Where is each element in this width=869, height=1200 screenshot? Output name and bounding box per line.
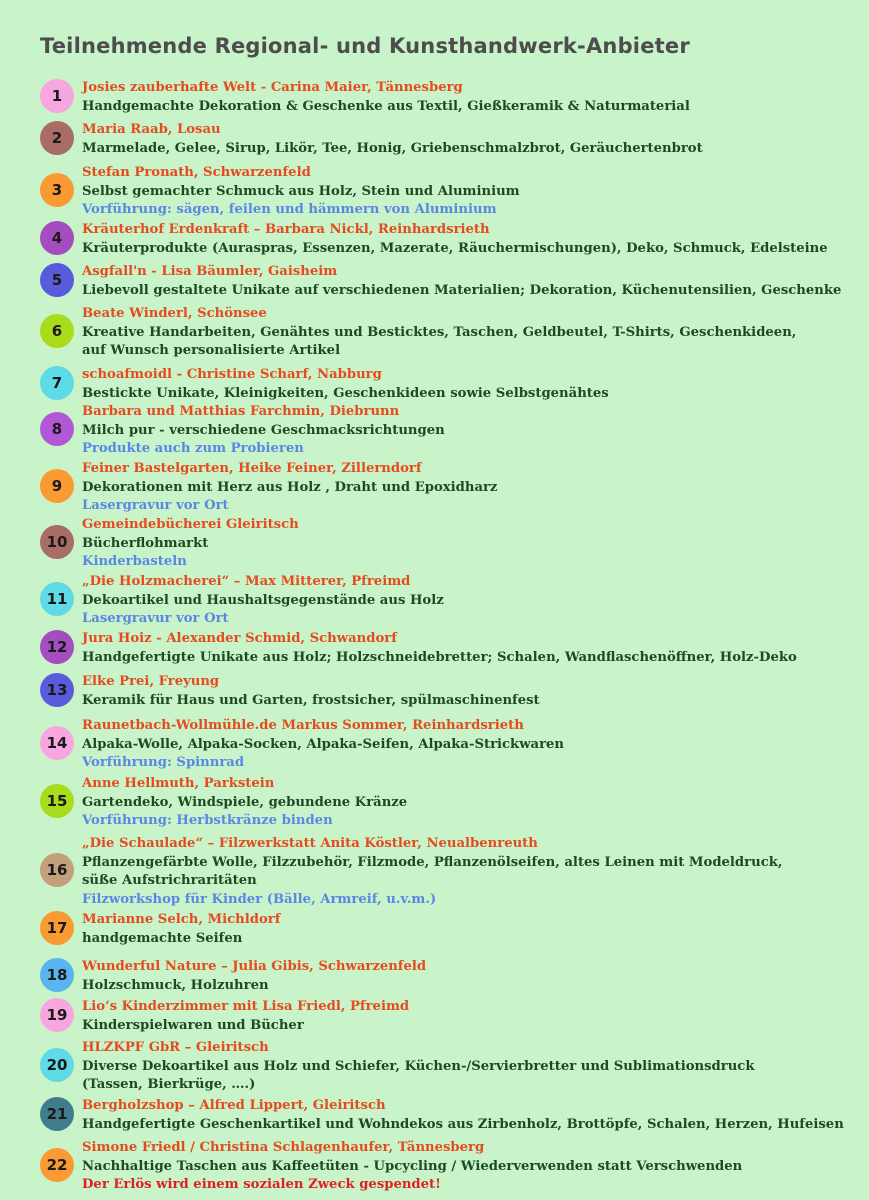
vendor-text: [82, 835, 860, 909]
vendor-activity: Produkte auch zum Probieren: [82, 441, 304, 456]
vendor-description: Nachhaltige Taschen aus Kaffeetüten - Upcycling / Wiederverwenden statt Verschwenden: [82, 1158, 743, 1174]
vendor-description: auf Wunsch personalisierte Artikel: [82, 343, 341, 358]
number-badge: 3: [40, 173, 74, 207]
vendor-text: [82, 79, 860, 116]
number-badge: 11: [40, 582, 74, 616]
vendor-text: [82, 1139, 860, 1195]
vendor-description: süße Aufstrichraritäten: [82, 873, 257, 888]
vendor-description: Dekorationen mit Herz aus Holz , Draht und Epoxidharz: [82, 479, 498, 495]
vendor-text: [82, 775, 860, 831]
vendor-description: Dekoartikel und Haushaltsgegenstände aus Holz: [82, 592, 444, 608]
number-badge: 6: [40, 314, 74, 348]
vendor-activity: Vorführung: Herbstkränze binden: [82, 813, 333, 828]
vendor-description: Handgefertigte Unikate aus Holz; Holzschneidebretter; Schalen, Wandflaschenöffner, Holz-Deko: [82, 649, 797, 665]
vendor-name: Feiner Bastelgarten, Heike Feiner, Zillerndorf: [82, 461, 422, 476]
vendor-description: Selbst gemachter Schmuck aus Holz, Stein und Aluminium: [82, 183, 520, 199]
vendor-description: Liebevoll gestaltete Unikate auf verschiedenen Materialien; Dekoration, Küchenutensilien, Geschenke: [82, 282, 842, 298]
vendor-description: Pflanzengefärbte Wolle, Filzzubehör, Filzmode, Pflanzenölseifen, altes Leinen mit Modeldruck,: [82, 854, 783, 870]
vendor-name: Raunetbach-Wollmühle.de Markus Sommer, Reinhardsrieth: [82, 718, 524, 733]
vendor-name: Bergholzshop – Alfred Lippert, Gleiritsch: [82, 1098, 386, 1113]
vendor-note: Der Erlös wird einem sozialen Zweck gespendet!: [82, 1177, 441, 1192]
vendor-description: Milch pur - verschiedene Geschmacksrichtungen: [82, 422, 445, 438]
vendor-text: [82, 673, 860, 710]
vendor-name: Asgfall'n - Lisa Bäumler, Gaisheim: [82, 264, 338, 279]
vendor-text: [82, 1039, 860, 1095]
vendor-text: [82, 958, 860, 995]
vendor-description: Keramik für Haus und Garten, frostsicher, spülmaschinenfest: [82, 692, 540, 708]
number-badge: 1: [40, 79, 74, 113]
vendor-name: schoafmoidl - Christine Scharf, Nabburg: [82, 367, 382, 382]
vendor-text: [82, 1097, 860, 1134]
number-badge: 12: [40, 630, 74, 664]
number-badge: 14: [40, 726, 74, 760]
vendor-description: Kreative Handarbeiten, Genähtes und Besticktes, Taschen, Geldbeutel, T-Shirts, Geschenkideen,: [82, 324, 797, 340]
vendor-name: Gemeindebücherei Gleiritsch: [82, 517, 299, 532]
vendor-text: [82, 630, 860, 667]
vendor-activity: Lasergravur vor Ort: [82, 611, 229, 626]
vendor-activity: Lasergravur vor Ort: [82, 498, 229, 513]
vendor-activity: Kinderbasteln: [82, 554, 187, 569]
vendor-name: Maria Raab, Losau: [82, 122, 221, 137]
vendor-description: Handgemachte Dekoration & Geschenke aus Textil, Gießkeramik & Naturmaterial: [82, 98, 690, 114]
vendor-description: Bestickte Unikate, Kleinigkeiten, Geschenkideen sowie Selbstgenähtes: [82, 385, 609, 401]
vendor-text: [82, 516, 860, 572]
page-title: Teilnehmende Regional- und Kunsthandwerk-Anbieter: [40, 34, 690, 58]
vendor-name: Josies zauberhafte Welt - Carina Maier, Tännesberg: [82, 80, 463, 95]
vendor-text: [82, 717, 860, 773]
vendor-name: Beate Winderl, Schönsee: [82, 306, 267, 321]
number-badge: 9: [40, 469, 74, 503]
vendor-description: Kräuterprodukte (Auraspras, Essenzen, Mazerate, Räuchermischungen), Deko, Schmuck, Edelsteine: [82, 240, 828, 256]
vendor-name: Anne Hellmuth, Parkstein: [82, 776, 275, 791]
number-badge: 7: [40, 366, 74, 400]
vendor-text: [82, 305, 860, 361]
vendor-name: Lio‘s Kinderzimmer mit Lisa Friedl, Pfreimd: [82, 999, 410, 1014]
number-badge: 20: [40, 1048, 74, 1082]
vendor-name: Jura Hoiz - Alexander Schmid, Schwandorf: [82, 631, 397, 646]
vendor-text: [82, 460, 860, 516]
vendor-activity: Filzworkshop für Kinder (Bälle, Armreif, u.v.m.): [82, 891, 437, 907]
number-badge: 8: [40, 412, 74, 446]
vendor-description: (Tassen, Bierkrüge, ….): [82, 1077, 256, 1092]
vendor-description: Bücherflohmarkt: [82, 535, 209, 551]
vendor-name: „Die Holzmacherei“ – Max Mitterer, Pfreimd: [82, 574, 411, 589]
vendor-text: [82, 403, 860, 459]
vendor-description: Alpaka-Wolle, Alpaka-Socken, Alpaka-Seifen, Alpaka-Strickwaren: [82, 736, 565, 752]
vendor-text: [82, 573, 860, 629]
vendor-name: HLZKPF GbR – Gleiritsch: [82, 1040, 269, 1055]
vendor-name: Kräuterhof Erdenkraft – Barbara Nickl, Reinhardsrieth: [82, 222, 490, 237]
vendor-name: Elke Prei, Freyung: [82, 674, 220, 689]
number-badge: 18: [40, 958, 74, 992]
number-badge: 5: [40, 263, 74, 297]
number-badge: 2: [40, 121, 74, 155]
vendor-description: Kinderspielwaren und Bücher: [82, 1017, 304, 1033]
vendor-activity: Vorführung: Spinnrad: [82, 755, 245, 770]
number-badge: 13: [40, 673, 74, 707]
vendor-description: Gartendeko, Windspiele, gebundene Kränze: [82, 794, 408, 810]
vendor-description: Marmelade, Gelee, Sirup, Likör, Tee, Honig, Griebenschmalzbrot, Geräuchertenbrot: [82, 140, 703, 156]
vendor-name: „Die Schaulade“ – Filzwerkstatt Anita Köstler, Neualbenreuth: [82, 836, 538, 851]
vendor-text: [82, 221, 860, 258]
vendor-activity: Vorführung: sägen, feilen und hämmern von Aluminium: [82, 202, 497, 217]
number-badge: 15: [40, 784, 74, 818]
vendor-text: [82, 366, 860, 403]
number-badge: 4: [40, 221, 74, 255]
vendor-description: Holzschmuck, Holzuhren: [82, 977, 269, 993]
vendor-description: handgemachte Seifen: [82, 930, 243, 946]
number-badge: 19: [40, 998, 74, 1032]
number-badge: 22: [40, 1148, 74, 1182]
number-badge: 10: [40, 525, 74, 559]
vendor-description: Diverse Dekoartikel aus Holz und Schiefer, Küchen-/Servierbretter und Sublimationsdruck: [82, 1058, 755, 1074]
vendor-name: Barbara und Matthias Farchmin, Diebrunn: [82, 404, 400, 419]
vendor-text: [82, 998, 860, 1035]
number-badge: 21: [40, 1097, 74, 1131]
vendor-text: [82, 121, 860, 158]
vendor-text: [82, 164, 860, 220]
vendor-name: Marianne Selch, Michldorf: [82, 912, 281, 927]
number-badge: 17: [40, 911, 74, 945]
number-badge: 16: [40, 853, 74, 887]
vendor-text: [82, 911, 860, 948]
vendor-description: Handgefertigte Geschenkartikel und Wohndekos aus Zirbenholz, Brottöpfe, Schalen, Herzen, Hufeisen: [82, 1116, 844, 1132]
vendor-name: Simone Friedl / Christina Schlagenhaufer, Tännesberg: [82, 1140, 485, 1155]
vendor-name: Wunderful Nature – Julia Gibis, Schwarzenfeld: [82, 959, 427, 974]
vendor-name: Stefan Pronath, Schwarzenfeld: [82, 165, 311, 180]
vendor-text: [82, 263, 860, 300]
